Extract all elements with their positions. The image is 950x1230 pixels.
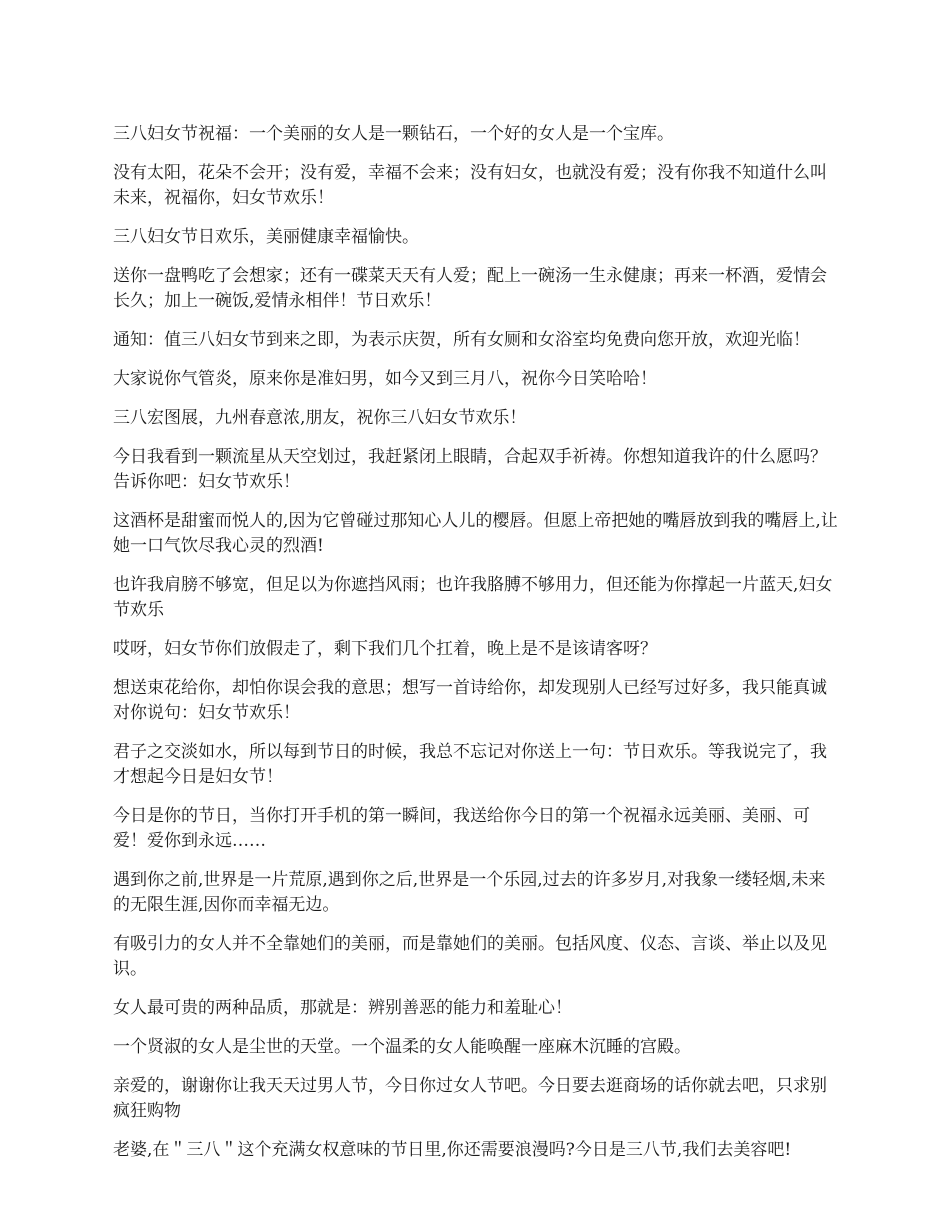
paragraph: 今日是你的节日，当你打开手机的第一瞬间，我送给你今日的第一个祝福永远美丽、美丽、可爱！爱你到永远…… xyxy=(113,806,810,851)
paragraph: 哎呀，妇女节你们放假走了，剩下我们几个扛着，晚上是不是该请客呀？ xyxy=(113,639,657,659)
paragraph: 大家说你气管炎，原来你是准妇男，如今又到三月八，祝你今日笑哈哈！ xyxy=(113,369,657,389)
paragraph: 一个贤淑的女人是尘世的天堂。一个温柔的女人能唤醒一座麻木沉睡的宫殿。 xyxy=(113,1037,691,1057)
paragraph: 今日我看到一颗流星从天空划过，我赶紧闭上眼睛，合起双手祈祷。你想知道我许的什么愿吗？告诉你吧：妇女节欢乐！ xyxy=(113,447,827,492)
paragraph: 女人最可贵的两种品质，那就是：辨别善恶的能力和羞耻心！ xyxy=(113,998,572,1018)
paragraph: 送你一盘鸭吃了会想家；还有一碟菜天天有人爱；配上一碗汤一生永健康；再来一杯酒，爱情会长久；加上一碗饭,爱情永相伴！节日欢乐！ xyxy=(113,266,827,311)
paragraph: 三八妇女节日欢乐，美丽健康幸福愉快。 xyxy=(113,227,419,247)
paragraph: 三八妇女节祝福：一个美丽的女人是一颗钻石，一个好的女人是一个宝库。 xyxy=(113,124,674,144)
paragraph: 这酒杯是甜蜜而悦人的,因为它曾碰过那知心人儿的樱唇。但愿上帝把她的嘴唇放到我的嘴唇上,让她一口气饮尽我心灵的烈酒! xyxy=(113,511,838,556)
paragraph: 通知：值三八妇女节到来之即，为表示庆贺，所有女厕和女浴室均免费向您开放，欢迎光临！ xyxy=(113,330,810,350)
paragraph: 想送束花给你，却怕你误会我的意思；想写一首诗给你，却发现别人已经写过好多，我只能真诚对你说句：妇女节欢乐！ xyxy=(113,678,827,723)
paragraph: 也许我肩膀不够宽，但足以为你遮挡风雨；也许我胳膊不够用力，但还能为你撑起一片蓝天,妇女节欢乐 xyxy=(113,575,833,620)
paragraph: 没有太阳，花朵不会开；没有爱，幸福不会来；没有妇女，也就没有爱；没有你我不知道什么叫未来，祝福你，妇女节欢乐！ xyxy=(113,163,827,208)
paragraph: 老婆,在＂三八＂这个充满女权意味的节日里,你还需要浪漫吗?今日是三八节,我们去美容吧! xyxy=(113,1140,792,1160)
paragraph: 亲爱的，谢谢你让我天天过男人节，今日你过女人节吧。今日要去逛商场的话你就去吧，只求别疯狂购物 xyxy=(113,1076,827,1121)
paragraph: 君子之交淡如水，所以每到节日的时候，我总不忘记对你送上一句：节日欢乐。等我说完了，我才想起今日是妇女节！ xyxy=(113,742,827,787)
paragraph: 有吸引力的女人并不全靠她们的美丽，而是靠她们的美丽。包括风度、仪态、言谈、举止以及见识。 xyxy=(113,934,827,979)
document-body xyxy=(113,122,840,1177)
paragraph: 三八宏图展，九州春意浓,朋友，祝你三八妇女节欢乐！ xyxy=(113,408,527,428)
paragraph: 遇到你之前,世界是一片荒原,遇到你之后,世界是一个乐园,过去的许多岁月,对我象一缕轻烟,未来的无限生涯,因你而幸福无边。 xyxy=(113,870,826,915)
